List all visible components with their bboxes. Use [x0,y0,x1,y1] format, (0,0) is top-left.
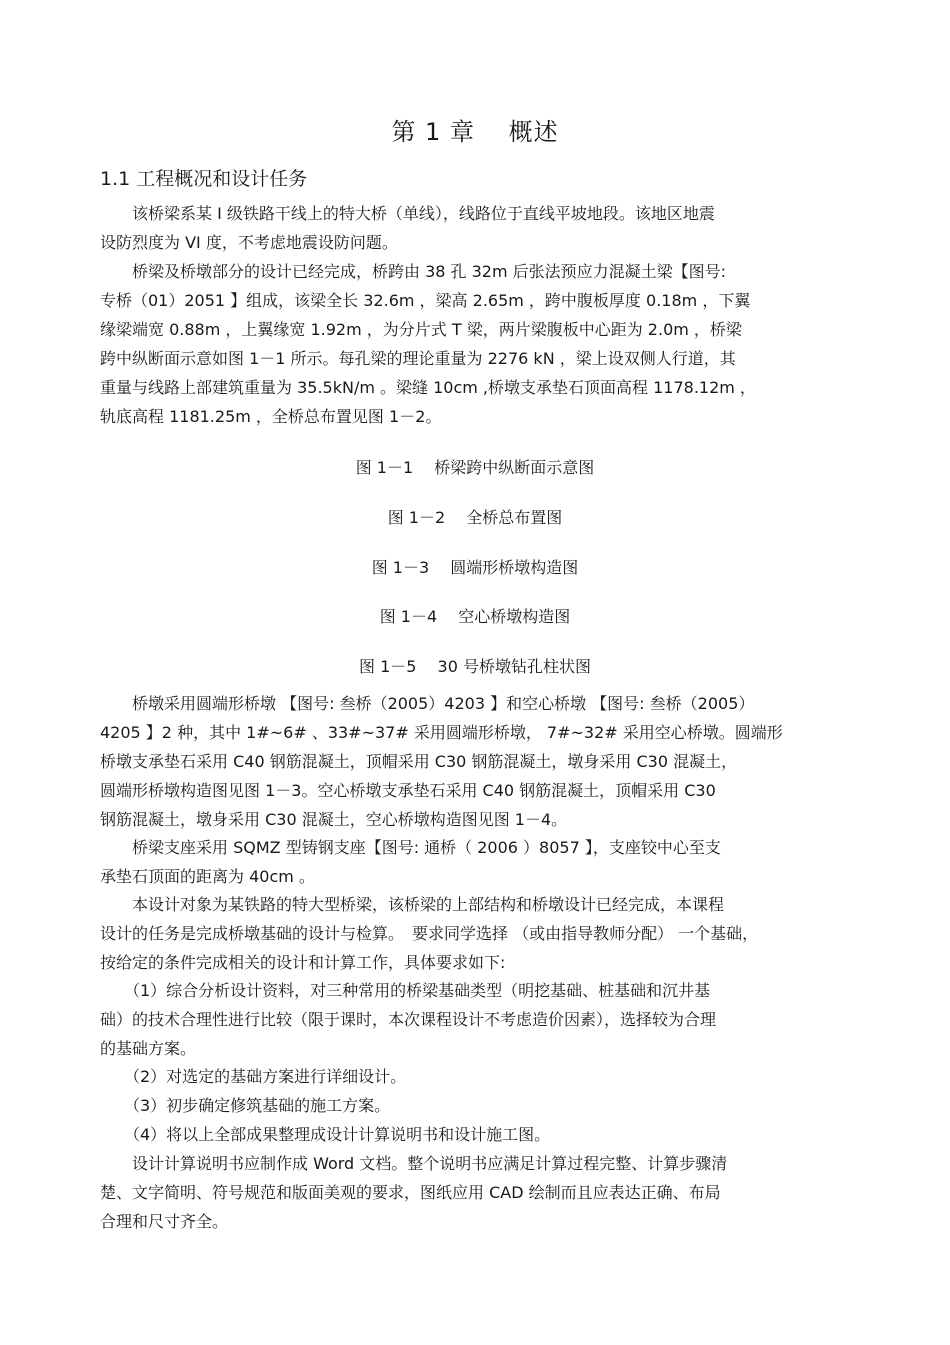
paragraph-design-task [100,890,845,977]
text-line: （4）将以上全部成果整理成设计计算说明书和设计施工图。 [100,1125,551,1144]
text-line: 桥梁及桥墩部分的设计已经完成，桥跨由 38 孔 32m 后张法预应力混凝土梁【图号: [100,262,727,281]
text-line: 桥墩支承垫石采用 C40 钢筋混凝土，顶帽采用 C30 钢筋混凝土，墩身采用 C30 混凝土， [100,752,738,771]
figure-caption-1-4: 图 1－4 空心桥墩构造图 [379,607,571,626]
text-line: 础）的技术合理性进行比较（限于课时，本次课程设计不考虑造价因素），选择较为合理 [100,1010,717,1029]
section-title: 1.1 工程概况和设计任务 [100,168,308,190]
text-line: 承垫石顶面的距离为 40cm 。 [100,867,315,886]
text-line: 设防烈度为 VI 度，不考虑地震设防问题。 [100,233,398,252]
text-line: 的基础方案。 [100,1039,197,1058]
text-line: 设计计算说明书应制作成 Word 文档。整个说明书应满足计算过程完整、计算步骤清 [100,1154,728,1173]
figure-caption-1-1: 图 1－1 桥梁跨中纵断面示意图 [355,458,595,477]
text-line: 合理和尺寸齐全。 [100,1212,229,1231]
text-line: 设计的任务是完成桥墩基础的设计与检算。 要求同学选择 （或由指导教师分配） 一个基础， [100,924,759,943]
text-line: （3）初步确定修筑基础的施工方案。 [100,1096,391,1115]
text-line: 专桥（01）2051 】组成，该梁全长 32.6m ，梁高 2.65m ，跨中腹板厚度 0.18m ，下翼 [100,291,751,310]
text-line: 楚、文字简明、符号规范和版面美观的要求，图纸应用 CAD 绘制而且应表达正确、布局 [100,1183,721,1202]
paragraph-report-format [100,1149,845,1236]
text-line: 桥墩采用圆端形桥墩 【图号: 叁桥（2005）4203 】和空心桥墩 【图号: 叁桥（2005） [100,694,755,713]
figure-caption-1-2: 图 1－2 全桥总布置图 [387,508,563,527]
paragraph-bearings [100,833,845,891]
text-line: 桥梁支座采用 SQMZ 型铸钢支座【图号: 通桥（ 2006 ）8057 】，支座铰中心至支 [100,838,721,857]
text-line: 本设计对象为某铁路的特大型桥梁，该桥梁的上部结构和桥墩设计已经完成，本课程 [100,895,725,914]
figure-caption-1-5: 图 1－5 30 号桥墩钻孔柱状图 [359,657,591,676]
text-line: 按给定的条件完成相关的设计和计算工作，具体要求如下: [100,953,506,972]
paragraph-requirement-3 [100,1091,845,1120]
text-line: 4205 】2 种，其中 1#~6# 、33#~37# 采用圆端形桥墩， 7#~32# 采用空心桥墩。圆端形 [100,723,783,742]
text-line: 圆端形桥墩构造图见图 1－3。空心桥墩支承垫石采用 C40 钢筋混凝土，顶帽采用 C30 [100,781,716,800]
text-line: （1）综合分析设计资料，对三种常用的桥梁基础类型（明挖基础、桩基础和沉井基 [100,981,711,1000]
text-line: 钢筋混凝土，墩身采用 C30 混凝土，空心桥墩构造图见图 1－4。 [100,810,568,829]
paragraph-requirement-1 [100,976,845,1063]
figure-caption-1-3: 图 1－3 圆端形桥墩构造图 [371,558,579,577]
paragraph-requirement-2 [100,1062,845,1091]
text-line: 该桥梁系某 I 级铁路干线上的特大桥（单线），线路位于直线平坡地段。该地区地震 [100,204,715,223]
paragraph-piers [100,689,845,834]
text-line: （2）对选定的基础方案进行详细设计。 [100,1067,407,1086]
paragraph-requirement-4 [100,1120,845,1149]
text-line: 轨底高程 1181.25m ，全桥总布置见图 1－2。 [100,407,442,426]
paragraph-bridge-span [100,257,845,431]
paragraph-project-overview [100,199,845,257]
chapter-title: 第 1 章 概述 [391,118,559,146]
text-line: 缘梁端宽 0.88m ，上翼缘宽 1.92m ，为分片式 T 梁，两片梁腹板中心距为 2.0m ，桥梁 [100,320,742,339]
text-line: 重量与线路上部建筑重量为 35.5kN/m 。梁缝 10cm ,桥墩支承垫石顶面高程 1178.12m ， [100,378,756,397]
text-line: 跨中纵断面示意如图 1－1 所示。每孔梁的理论重量为 2276 kN ，梁上设双侧人行道，其 [100,349,736,368]
